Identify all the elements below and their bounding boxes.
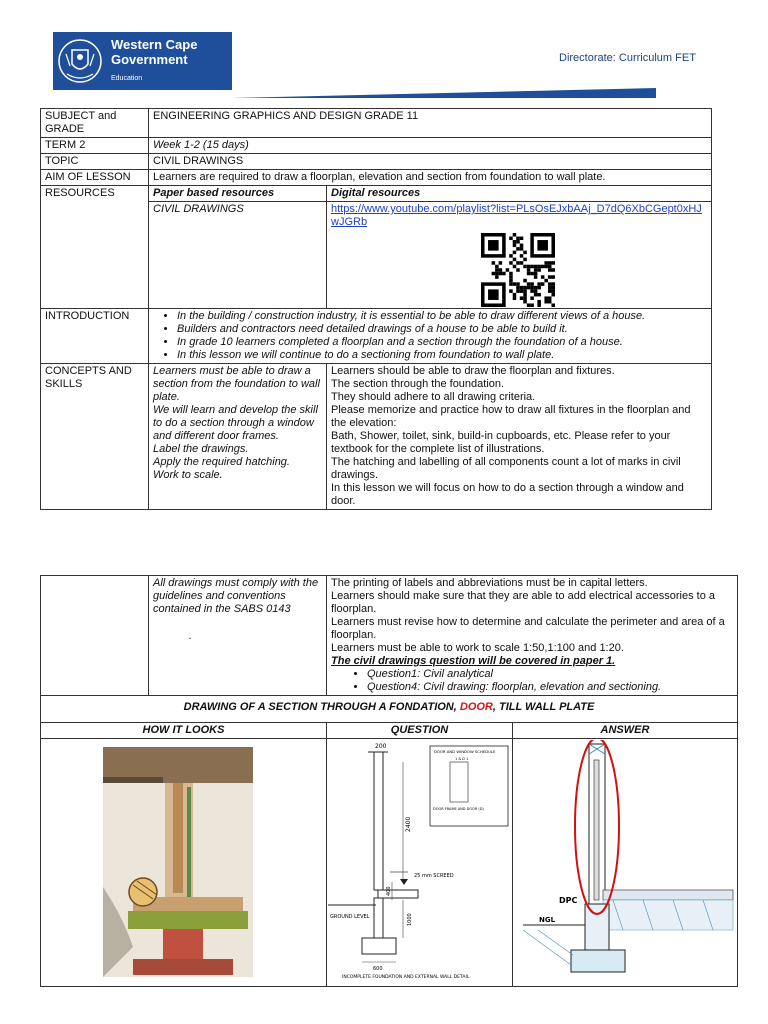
paper-resources-value: CIVIL DRAWINGS xyxy=(149,202,327,309)
paper-resources-heading: Paper based resources xyxy=(149,186,327,202)
stray-dot: . xyxy=(189,630,193,642)
qr-code-icon[interactable] xyxy=(479,233,557,307)
dim-2400: 2400 xyxy=(405,816,412,832)
concepts-row xyxy=(41,364,712,510)
skill-line: They should adhere to all drawing criteria. xyxy=(331,391,536,403)
introduction-label: INTRODUCTION xyxy=(41,309,149,364)
intro-item: • In the building / construction industry, it is essential to be able to draw different views of a house. xyxy=(177,310,707,323)
dpc-label: DPC xyxy=(559,896,578,905)
requirement-line: The printing of labels and abbreviations must be in capital letters. xyxy=(331,577,648,589)
skill-line: Learners should be able to draw the floorplan and fixtures. xyxy=(331,365,615,377)
question-drawing xyxy=(328,740,512,985)
skill-line: The section through the foundation. xyxy=(331,378,505,390)
skill-line: The hatching and labelling of all components count a lot of marks in civil drawings. xyxy=(331,456,681,481)
section-title-part: DRAWING OF A SECTION THROUGH A FONDATION, xyxy=(183,701,460,713)
introduction-list xyxy=(153,310,707,362)
youtube-playlist-link[interactable]: https://www.youtube.com/playlist?list=PLsOsEJxbAAj_D7dQ6XbCGept0xHJwJGRb xyxy=(331,203,702,228)
guidelines-cell xyxy=(149,576,327,696)
drawings-row xyxy=(41,739,738,987)
requirements-cell xyxy=(327,576,738,696)
page-header xyxy=(0,0,768,105)
subject-row xyxy=(41,109,712,138)
col-question: QUESTION xyxy=(327,723,513,739)
directorate-label: Directorate: Curriculum FET xyxy=(559,52,696,64)
resources-label: RESOURCES xyxy=(41,186,149,309)
term-value: Week 1-2 (15 days) xyxy=(149,138,712,154)
requirement-line: Learners must be able to work to scale 1:50,1:100 and 1:20. xyxy=(331,642,624,654)
topic-label: TOPIC xyxy=(41,154,149,170)
screed-label: 25 mm SCREED xyxy=(414,873,454,879)
concept-line: Apply the required hatching. xyxy=(153,456,290,468)
subject-value: ENGINEERING GRAPHICS AND DESIGN GRADE 11 xyxy=(149,109,712,138)
intro-item: • Builders and contractors need detailed drawings of a house to be able to build it. xyxy=(177,323,707,336)
digital-resources-cell xyxy=(327,202,712,309)
concept-line: Label the drawings. xyxy=(153,443,249,455)
term-row xyxy=(41,138,712,154)
aim-label: AIM OF LESSON xyxy=(41,170,149,186)
logo-title xyxy=(111,37,229,67)
answer-drawing xyxy=(513,740,737,985)
ngl-label: NGL xyxy=(539,916,556,924)
section-title xyxy=(41,696,738,723)
question-cell xyxy=(327,739,513,987)
intro-item: • In this lesson we will continue to do a sectioning from foundation to wall plate. xyxy=(177,349,707,362)
header-stripe xyxy=(232,88,656,98)
term-label: TERM 2 xyxy=(41,138,149,154)
wcg-logo xyxy=(53,32,232,90)
door-label: 1 & D 1 xyxy=(455,757,469,761)
schedule-title: DOOR AND WINDOW SCHEDULE xyxy=(434,749,496,754)
concepts-label: CONCEPTS AND SKILLS xyxy=(41,364,149,510)
section-title-row xyxy=(41,696,738,723)
logo-line-2: Government xyxy=(111,52,188,67)
question-item: • Question4: Civil drawing: floorplan, elevation and sectioning. xyxy=(367,681,733,694)
guidelines-row xyxy=(41,576,738,696)
topic-value: CIVIL DRAWINGS xyxy=(149,154,712,170)
dim-200: 200 xyxy=(375,743,387,750)
skill-line: Please memorize and practice how to draw all fixtures in the floorplan and the elevation: xyxy=(331,404,691,429)
col-answer: ANSWER xyxy=(513,723,738,739)
dim-1000: 1000 xyxy=(407,913,413,926)
skill-line: Bath, Shower, toilet, sink, build-in cupboards, etc. Please refer to your textbook for the complete list of illustrations. xyxy=(331,430,671,455)
concept-line: We will learn and develop the skill to do a section through a window and different door frames. xyxy=(153,404,318,442)
logo-line-1: Western Cape xyxy=(111,37,198,52)
aim-row xyxy=(41,170,712,186)
section-sketch-photo xyxy=(103,747,253,977)
topic-row xyxy=(41,154,712,170)
requirement-line: Learners should make sure that they are able to add electrical accessories to a floorplan. xyxy=(331,590,715,615)
empty-label-cell xyxy=(41,576,149,696)
digital-resources-heading: Digital resources xyxy=(327,186,712,202)
how-it-looks-cell xyxy=(41,739,327,987)
section-title-part: , TILL WALL PLATE xyxy=(492,701,595,713)
dim-400: 400 xyxy=(386,886,392,896)
intro-item: • In grade 10 learners completed a floorplan and a section through the foundation of a house. xyxy=(177,336,707,349)
logo-subtitle: Education xyxy=(111,75,143,82)
concepts-left-cell xyxy=(149,364,327,510)
dim-600: 600 xyxy=(373,966,383,972)
introduction-list-cell xyxy=(149,309,712,364)
skill-line: In this lesson we will focus on how to do a section through a window and door. xyxy=(331,482,684,507)
paper-note: The civil drawings question will be covered in paper 1. xyxy=(331,655,616,667)
lesson-plan-table-continued xyxy=(40,575,738,987)
introduction-row xyxy=(41,309,712,364)
resources-heading-row xyxy=(41,186,712,202)
columns-heading-row xyxy=(41,723,738,739)
foundation-caption: INCOMPLETE FOUNDATION AND EXTERNAL WALL DETAIL xyxy=(342,975,470,980)
subject-label: SUBJECT and GRADE xyxy=(41,109,149,138)
concepts-right-cell xyxy=(327,364,712,510)
concept-line: Learners must be able to draw a section from the foundation to wall plate. xyxy=(153,365,320,403)
col-how-it-looks: HOW IT LOOKS xyxy=(41,723,327,739)
lesson-plan-table xyxy=(40,108,712,510)
ground-level-label: GROUND LEVEL xyxy=(330,914,370,920)
coat-of-arms-icon xyxy=(57,36,103,86)
aim-value: Learners are required to draw a floorplan, elevation and section from foundation to wall plate. xyxy=(149,170,712,186)
requirement-line: Learners must revise how to determine and calculate the perimeter and area of a floorplan. xyxy=(331,616,725,641)
concept-line: Work to scale. xyxy=(153,469,223,481)
schedule-note: DOOR FRAME AND DOOR (D) xyxy=(433,807,484,811)
question-list xyxy=(331,668,733,694)
section-title-door: DOOR xyxy=(459,701,493,713)
question-item: • Question1: Civil analytical xyxy=(367,668,733,681)
guidelines-text: All drawings must comply with the guidelines and conventions contained in the SABS 0143 xyxy=(153,577,319,615)
answer-cell xyxy=(513,739,738,987)
